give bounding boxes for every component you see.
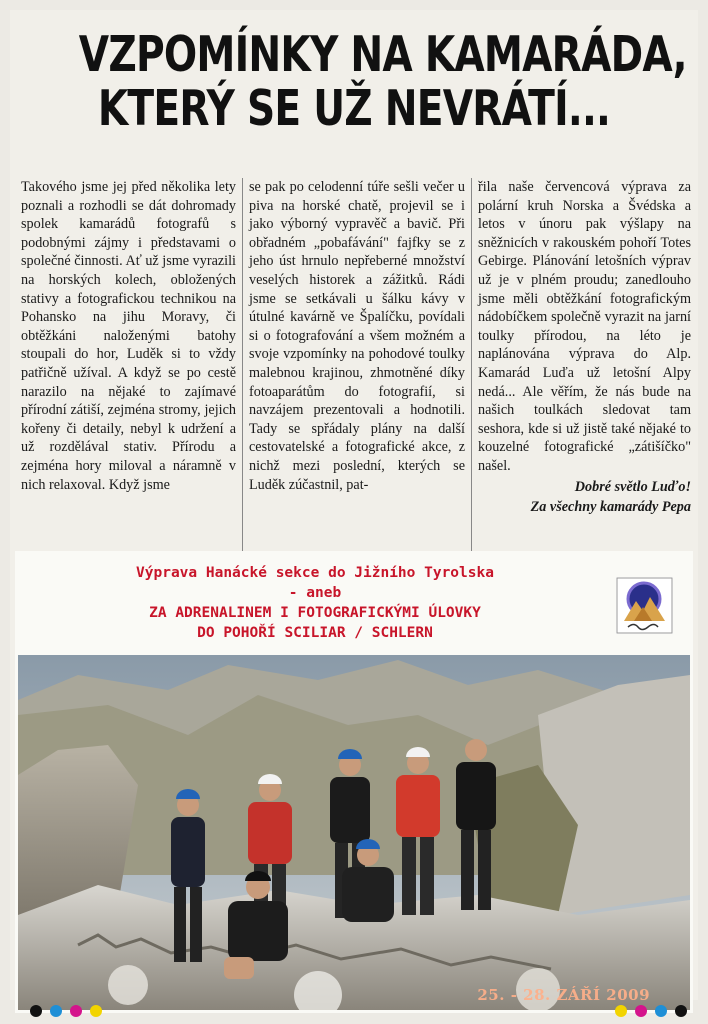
caption-line-2: - aneb xyxy=(288,585,342,601)
print-mark-dot xyxy=(30,1005,42,1017)
mountain-photo xyxy=(18,655,690,1010)
print-marks-right xyxy=(615,1004,708,1018)
print-mark-dot xyxy=(90,1005,102,1017)
column-divider xyxy=(471,178,472,554)
caption-line-1: Výprava Hanácké sekce do Jižního Tyrolska xyxy=(136,565,494,581)
photo-date: 25. - 28. ZÁŘÍ 2009 xyxy=(477,986,650,1004)
print-mark-dot xyxy=(675,1005,687,1017)
print-mark-dot xyxy=(70,1005,82,1017)
article-column-2 xyxy=(249,178,465,494)
print-mark-dot xyxy=(635,1005,647,1017)
club-logo xyxy=(616,577,673,634)
headline-line-2: KTERÝ SE UŽ NEVRÁTÍ... xyxy=(97,80,611,137)
mountain-logo-icon xyxy=(616,577,673,634)
caption-line-4: DO POHOŘÍ SCILIAR / SCHLERN xyxy=(197,625,433,641)
headline xyxy=(78,26,687,137)
photo-box xyxy=(15,551,693,1013)
article-columns xyxy=(21,178,691,558)
newspaper-page xyxy=(10,10,698,1004)
group-photo xyxy=(18,655,690,1010)
signature-line-2: Za všechny kamarády Pepa xyxy=(530,499,691,516)
article-text: řila naše červencová výprava za polární kruh Norska a Švédska a letos v únoru pak výšlapy na sněžnicích v rakouském pohoří Totes Gebirge. Plánování letošních výprav už je v plném proudu; zanedlouho jsme měli obtěžkání fotografickým nádobíčkem společně vyrazit na jarní toulky přírodou, na léto je naplánována výprava do Alp. Kamarád Luďa už letošní Alpy nedá... Ale věřím, že nás bude na našich toulkách sledovat tam seshora, kde si už jistě také nějaké to kouzelné fotografické „zátišíčko" našel. xyxy=(478,179,691,474)
caption-line-3: ZA ADRENALINEM I FOTOGRAFICKÝMI ÚLOVKY xyxy=(149,605,481,621)
column-divider xyxy=(242,178,243,554)
photo-caption xyxy=(15,563,615,643)
article-column-3 xyxy=(478,178,691,517)
article-text: Takového jsme jej před několika lety poznali a rozhodli se dát dohromady spolek kamarádů fotografů s podobnými zájmy i představami o společné činnosti. Ať už jsme vyrazili na horských kolech, obložených stativy a fotografickou technikou na Pohansko na jihu Moravy, či obtěžkáni naloženými batohy stoupali do hor, Luděk si to vždy patřičně užíval. A když se po cestě narazilo na nějaké to zajímavé přírodní zátiší, zejména stromy, jejich kořeny či detaily, nebyl k udržení a už rozdělával stativ. Přírodu a zejména hory miloval a náramně v nich relaxoval. Když jsme xyxy=(21,179,236,493)
print-mark-dot xyxy=(615,1005,627,1017)
print-mark-dot xyxy=(655,1005,667,1017)
article-text: se pak po celodenní túře sešli večer u piva na horské chatě, projevil se i jako výborný vypravěč a bavič. Při obřadném „pobafávání" fajfky se z jeho úst hrnulo nepřeberné množství veselých historek a zážitků. Rádi jsme se setkávali u šálku kávy v útulné kavárně ve Špalíčku, povídali si o fotografování a všem možném a svoje vzpomínky na pohodové toulky malebnou krajinou, zhmotněné díky fotoaparátům do fotografií, si navzájem prezentovali a hodnotili. Tady se spřádaly plány na další cestovatelské a fotografické akce, z nichž mezi poslední, kterých se Luděk zúčastnil, pat- xyxy=(249,179,465,493)
print-mark-dot xyxy=(50,1005,62,1017)
article-column-1 xyxy=(21,178,236,494)
print-marks-left xyxy=(30,1004,130,1018)
signature-line-1: Dobré světlo Luďo! xyxy=(574,478,691,495)
headline-line-1: VZPOMÍNKY NA KAMARÁDA, xyxy=(78,26,687,83)
